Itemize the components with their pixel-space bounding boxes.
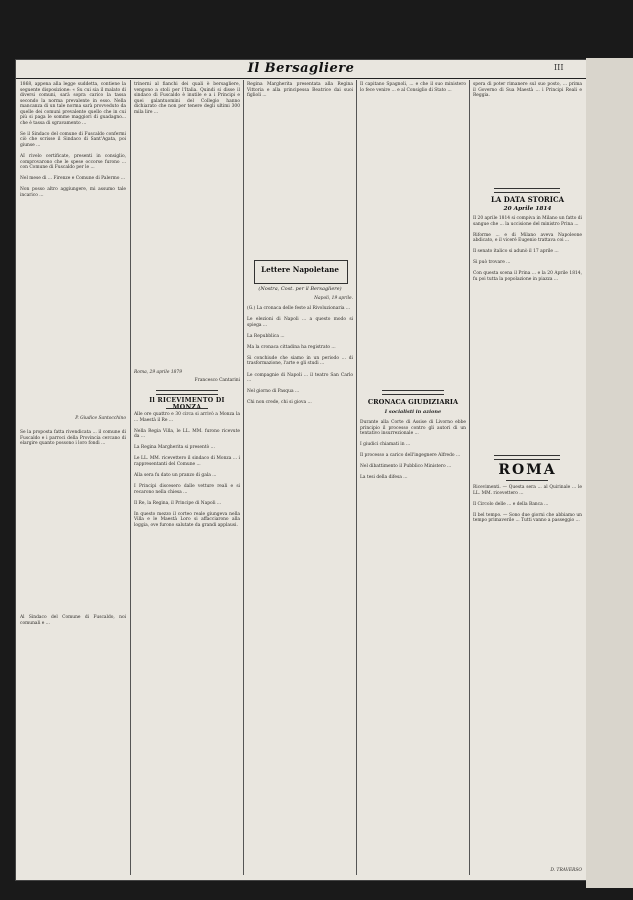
column-4-body: Durante alla Corte di Assise di Livorno ebbe principio il processo contro gli autori di un tentativo insurrezionale ... I giudici chiamati in ... Il processo a carico dell'ingegnere Alfredo ... Nel dibattimento il Pubblico Ministero ... La tesi della difesa ... (360, 420, 466, 481)
section-divider (494, 455, 560, 460)
column-4-intro: Il capitano Spagnoli, ... e che il suo ministero lo fece venire ... e al Consiglio di Stato ... (360, 82, 468, 93)
column-2-body: Alle ore quattro e 30 circa si arrivò a Monza la ... Maestà il Re ... Nella Regia Villa, le LL. MM. furono ricevute da ... La Regina Margherita si presentò ... Le LL. MM. ricevettero il sindaco di Monza ... i rappresentanti del Comune ... Alla sera fu dato un pranzo di gala ... I Principi discesero dalle vetture reali e si recarono nella chiesa ... Il Re, la Regina, il Principe di Napoli ... In questo mezzo il corteo reale giungeva nella Villa e le Maestà Loro si affacciarono alla loggia, ove furono salutate da grandi applausi. (134, 412, 240, 528)
section-title-lettere: Lettere Napoletane (261, 265, 339, 274)
column-1-text: 1868, appena alla legge suddetta, contiene la seguente disposizione: « Su cui sia il malato di diversi comuni, sarà sopra carico la tassa secondo la norma prevalente in esso. Nella mancanza di un tale norma sarà provveduto da quelle dei comuni prevalente quello che in cui più si paga le somme maggiori di guadagno... che è tassa di sgravamento ... Se il Sindaco del comune di Fuscaldo confermi ciò che scrisse il Sindaco di Sant'Agata, poi giunse ... AI rivelo certificate, presenti in consiglio, comprovarono che le spese occorse furono ... con Comune di Fuscaldo per le ... Nel mese di ... Firenze e Comune di Palermo ... Non posso altro aggiungere, mi assumo tale incarico ... (20, 82, 126, 198)
column-1-paragraph-2: Se la proposta fatta rivendicata ... il comune di Fuscaldo e i parroci della Provincia cercano di elargire quanto possono i loro fondi ... (20, 430, 128, 447)
historical-date: 20 Aprile 1814 (503, 206, 552, 212)
section-rule (506, 480, 548, 481)
section-divider (494, 188, 560, 193)
section-title-cronaca: CRONACA GIUDIZIARIA (367, 398, 459, 406)
column-rule (356, 80, 357, 875)
newspaper-title: Il Bersagliere (247, 61, 355, 76)
column-rule (243, 80, 244, 875)
masthead (16, 60, 586, 79)
column-1-paragraph-3: Al Sindaco del Comune di Fuscaldo, noi comunali e ... (20, 615, 128, 626)
section-divider (156, 390, 218, 395)
column-5-body: Il 20 aprile 1814 si compiva in Milano un fatto di sangue che ... la uccisione del ministro Prina ... Riforme ... e di Milano aveva Napoleone abdicato, e il viceré Eugenio trattava coi ... Il senato italico si adunò il 17 aprile ... Si può trovare ... Con questa scena il Prina ... e la 20 Aprile 1814, fu poi tutta la popolazione in piazza ... (473, 216, 582, 283)
column-rule (469, 80, 470, 875)
page-number: III (554, 63, 564, 72)
column-2-signer: Francesco Cantarini (194, 378, 240, 383)
column-5-intro: spera di poter rimanere sul suo posto, ... prima il Governo di Sua Maestà ... i Principi Reali e Reggia. (473, 82, 584, 99)
column-2-date: Roma, 29 aprile 1879 (134, 370, 183, 375)
section-subtitle: I socialisti in azione (384, 409, 442, 415)
section-divider (382, 390, 444, 395)
column-2-intro: trinerni al fianchi dei quali è bersagliere, vengono a stoli per l'Italia. Quindi si disse il sindaco di Fuscaldo è inutile e a i Principi e quei galantuomini del Collegio hanno dichiarato che non per tenere degli ultimi 300 mila lire ... (134, 82, 242, 115)
column-1-signature: P. Giudice Santocchino (75, 416, 126, 421)
column-3-intro: Regina Margherita presentata alla Regina Vittoria e alla principessa Beatrice dai suoi figlioli ... (247, 82, 355, 99)
column-3-body: (G.) La cronaca delle feste al Rivoluzionaria ... Le elezioni di Napoli ... a questo modo si spiega ... La Repubblica ... Ma la cronaca cittadina ha registrato ... Si conchiude che siamo in un periodo ... di trasformazione, l'arte e gli studi ... Le compagnie di Napoli ... il teatro San Carlo ... Nel giorno di Pasqua ... Chi non crede, chi si giova ... (247, 306, 353, 406)
section-title-roma: ROMA (498, 462, 557, 478)
newspaper-page (16, 60, 586, 880)
column-5-roma-body: Ricevimenti. — Questa sera ... al Quirinale ... le LL. MM. ricevettero ... Il Circolo delle ... e della Banca ... Il bel tempo. — Sono due giorni che abbiamo un tempo primaverile ... Tutti vanno a passeggio ... (473, 485, 582, 524)
byline: (Nostra, Cost. per il Bersagliere) (258, 286, 342, 292)
adjacent-page-edge (586, 58, 633, 888)
section-title-data-storica: LA DATA STORICA (490, 195, 565, 204)
section-title-ricevimento: Il RICEVIMENTO DI (149, 397, 225, 404)
section-rule (166, 408, 208, 409)
column-rule (130, 80, 131, 875)
column-5-signature: D. TRAVERSO (550, 868, 582, 873)
dateline-location: Napoli, 19 aprile. (314, 296, 353, 301)
